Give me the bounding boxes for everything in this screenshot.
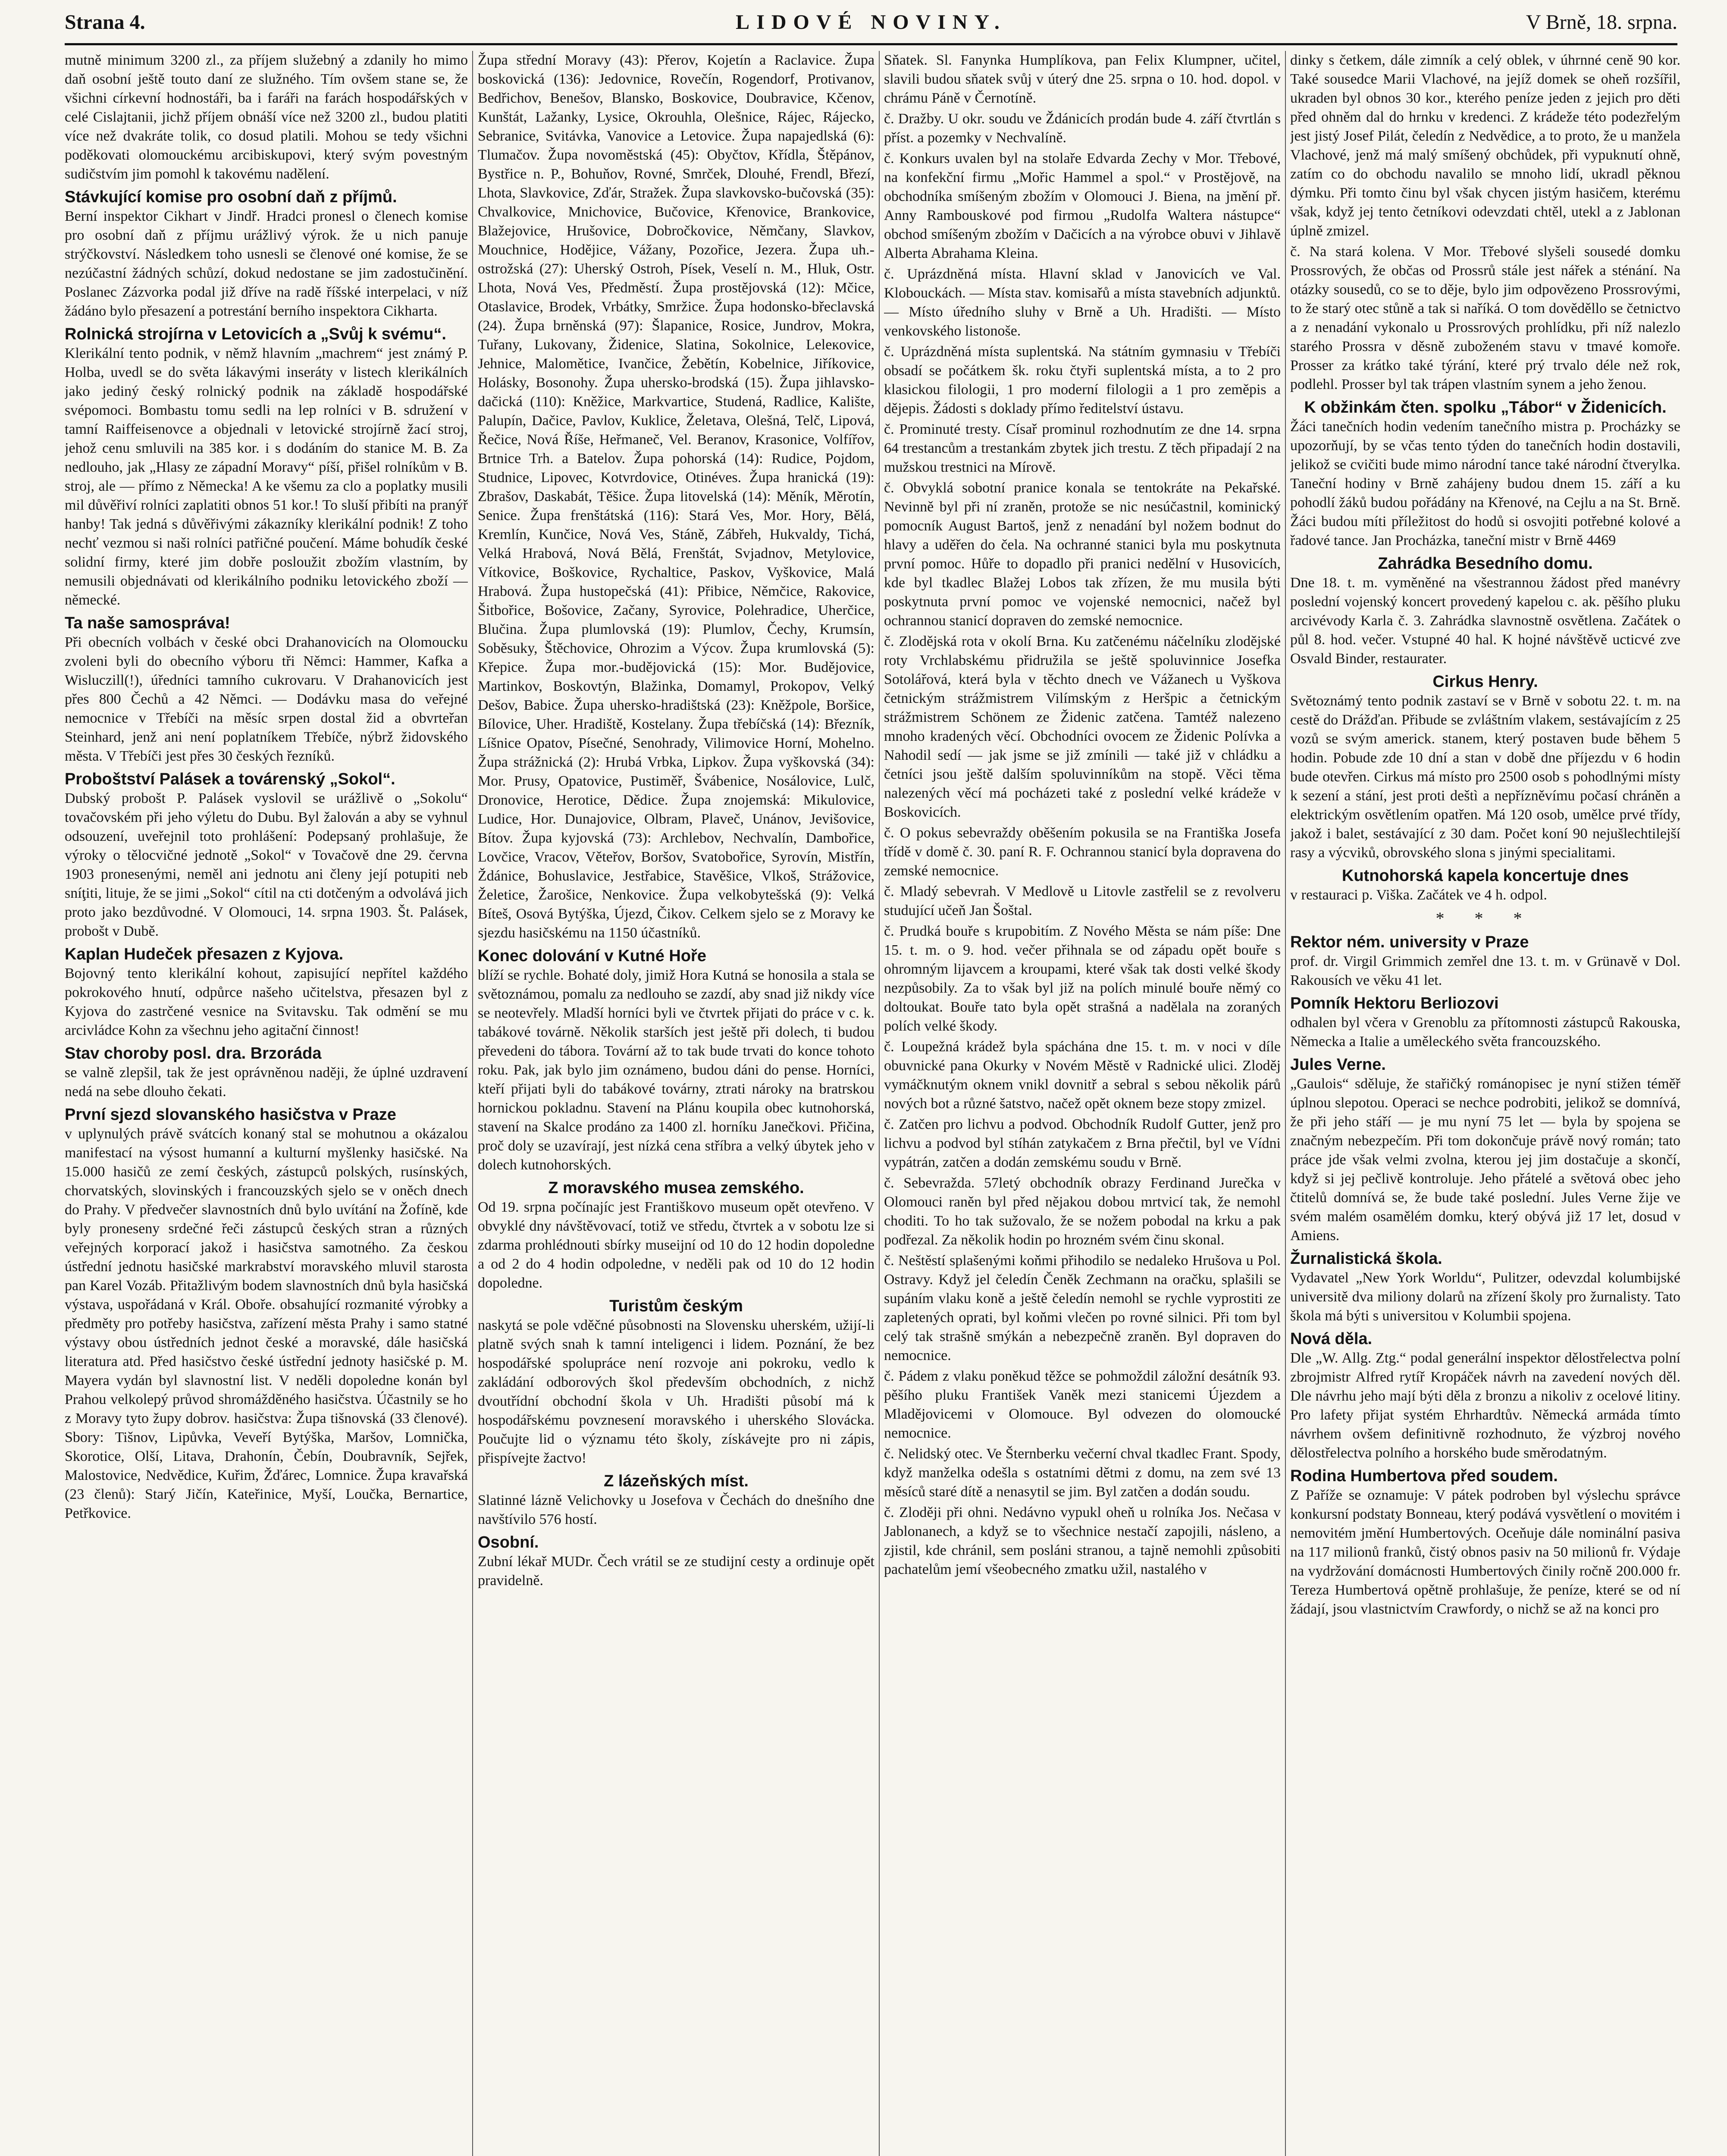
section-headline: Z lázeňských míst.	[604, 1472, 749, 1490]
article-paragraph: č. Loupežná krádež byla spáchána dne 15. t. m. v noci v díle obuvnické pana Okurky v Novém Městě v Radnické ulici. Zloděj vymáčknutým oknem vnikl dovnitř a sebral s sebou několik párů nových bot a různé šatstvo, načež opět oknem beze stopy zmizel.	[884, 1039, 1281, 1112]
article-paragraph: č. O pokus sebevraždy oběšením pokusila se na Františka Josefa třídě v domě č. 30. paní R. F. Ochrannou stanicí byla dopravena do zemské nemocnice.	[884, 825, 1281, 879]
article-headline: Konec dolování v Kutné Hoře	[478, 947, 706, 965]
article-paragraph: č. Uprázdněná místa. Hlavní sklad v Janovicích ve Val. Klobouckách. — Místa stav. komisařů a místa stavebních adjunktů. — Místo úředního sluhy v Brně a Uh. Hradišti. — Místo venkovského listonoše.	[884, 266, 1281, 339]
article-paragraph: č. Neštěstí splašenými koňmi přihodilo se nedaleko Hrušova u Pol. Ostravy. Když jel čeledín Čeněk Zechmann na oračku, splašili se supáním vlaku koně a ještě čeledín nemohl se rychle vyprostiti ze zapletených oprati, byl koňmi vlečen po rovné silnici. Při tom byl celý tak strašně smýkán a nebezpečně zraněn. Byl dopraven do nemocnice.	[884, 1253, 1281, 1363]
article-paragraph: č. Nelidský otec. Ve Šternberku večerní chval tkadlec Frant. Spody, když manželka odešla s ostatními dětmi z domu, na zem své 13 měsíců staré dítě a nenasytil se jim. Byl zatčen a dodán soudu.	[884, 1446, 1281, 1500]
article-headline: První sjezd slovanského hasičstva v Praze	[65, 1106, 396, 1124]
article-headline: Nová děla.	[1290, 1330, 1373, 1348]
column-3	[884, 51, 1281, 2156]
article-paragraph: Klerikální tento podnik, v němž hlavním „machrem“ jest známý P. Holba, uvedl se do světa lákavými inseráty v listech klerikálních jako jediný český rolnický podnik na základě hospodářské svépomoci. Bombastu tomu sedli na lep rolníci v B. sdružení v tamní Raiffeisenovce a objednali v letovické strojírně žací stroj, jehož cenu smluvili na 385 kor. i s dodáním do stanice M. B. Za nedlouho, jak „Hlasy ze západní Moravy“ píší, přišel rolníkům v B. stroj, ale — přímo z Německa! A ke všemu za clo a poplatky musili mil důvěřiví rolníci zaplatiti obnos 51 kor.! To sluší přibíti na pranýř hanby! Tak jedná s důvěřivými zákazníky klerikální podnik! Z toho nechť vezmou si naši rolníci patřičné poučení. Máme bohudík české solidní firmy, které jim dobře posloužit zbožím vlastním, by nemusili objednávati od klerikálního podniku letovického zboží — německé.	[65, 345, 468, 608]
article-paragraph: „Gaulois“ sděluje, že stařičký románopisec je nyní stižen téměř úplnou slepotou. Operaci se nechce podrobiti, jelikož se domnívá, že při jeho stáří — je mu nyní 75 let — byla by spojena se značným nebezpečím. Při tom dokončuje právě nový román; tato práce jde však velmi zvolna, kterou jej jim dostačuje a skončí, když si jej pečlivě kontroluje. Jeho přátelé a světová obec jeho čtitelů domnívá se, že bude také poslední. Jules Verne žije ve svém malém osamělém domku, který obývá již 17 let, dosud v Amiens.	[1290, 1076, 1680, 1244]
article-paragraph: v restauraci p. Viška. Začátek ve 4 h. odpol.	[1290, 887, 1547, 903]
article-headline: Rodina Humbertova před soudem.	[1290, 1467, 1558, 1485]
article-paragraph: Žáci tanečních hodin vedením tanečního mistra p. Procházky se upozorňují, by se včas tento týden do tanečních hodin dostavili, jelikož se cvičiti bude mimo národní tance také národní čtverylka. Taneční hodiny v Brně zahájeny budou dnem 15. září a ku pohodlí žáků budou pořádány na Křenové, na Cejlu a na St. Brně. Žáci budou míti příležitost do hodů si osvojiti potřebné kolové a řadové tance. Jan Procházka, taneční mistr v Brně 4469	[1290, 419, 1680, 548]
column-rule	[1285, 51, 1286, 2156]
article-paragraph: č. Zatčen pro lichvu a podvod. Obchodník Rudolf Gutter, jenž pro lichvu a podvod byl stíhán zatykačem z Brna přečtil, byl ve Vídni vypátrán, zatčen a dodán zemskému soudu v Brně.	[884, 1116, 1281, 1170]
article-paragraph: č. Konkurs uvalen byl na stolaře Edvarda Zechy v Mor. Třebové, na konfekční firmu „Mořic Hammel a spol.“ v Prostějově, na obchodníka smíšeným zbožím v Olomouci J. Biena, na jmění př. Anny Rambouskové pod firmou „Rudolfa Waltera nástupce“ obchod smíšeným zbožím v Dačicích a na výrobce obuvi v Jihlavě Alberta Abrahama Kleina.	[884, 150, 1281, 261]
article-paragraph: Slatinné lázně Velichovky u Josefova v Čechách do dnešního dne navštívilo 576 hostí.	[478, 1492, 874, 1527]
section-headline: Z moravského musea zemského.	[548, 1179, 804, 1197]
section-headline: Turistům českým	[609, 1297, 743, 1315]
article-paragraph: mutně minimum 3200 zl., za příjem služebný a zdanily ho mimo daň osobní ještě touto daní ze služného. Tím ovšem stane se, že všichni církevní hodnostáři, ba i faráři na farách hospodářských v celé Cislajtanii, jichž příjem obnáší více než 3200 zl., budou platiti více než dvakráte tolik, co dosud platili. Mohou se tedy všichni poděkovati olomouckému arcibiskupovi, který svým povestným sudičstvím jim pomohl k takovému nadělení.	[65, 52, 468, 182]
article-paragraph: Od 19. srpna počínajíc jest Františkovo museum opět otevřeno. V obvyklé dny návštěvovací, totiž ve středu, čtvrtek a v sobotu lze si zdarma prohlédnouti sbírky museijní od 10 do 12 hodin dopoledne a od 2 do 4 hodin odpoledne, v neděli pak od 10 do 12 hodin dopoledne.	[478, 1199, 874, 1291]
article-paragraph: Vydavatel „New York Worldu“, Pulitzer, odevzdal kolumbijské universitě dva miliony dolarů na zřízení školy pro žurnalisty. Tato škola má býti s universitou v Kolumbii spojena.	[1290, 1270, 1680, 1324]
article-paragraph: č. Zloději při ohni. Nedávno vypukl oheň u rolníka Jos. Nečasa v Jablonanech, a když se to všechnice nestačí zapojili, násleno, a zjistil, kde chránil, sem posláni stranou, a tajně nemohli způsobiti pachatelům jemí všeobecného zmatku užil, nastalého v	[884, 1504, 1281, 1577]
article-headline: Proboštství Palásek a továrenský „Sokol“.	[65, 770, 395, 788]
column-rule	[879, 51, 880, 2156]
article-headline: Rolnická strojírna v Letovicích a „Svůj k svému“.	[65, 325, 446, 343]
article-headline: Rektor ném. university v Praze	[1290, 933, 1529, 951]
article-paragraph: č. Mladý sebevrah. V Medlově u Litovle zastřelil se z revolveru studující učeň Jan Šoštal.	[884, 884, 1281, 918]
article-paragraph: Berní inspektor Cikhart v Jindř. Hradci pronesl o členech komise pro osobní daň z příjmu urážlivý výrok. že u nich panuje strýčkovství. Následkem toho usnesli se členové oné komise, že se nezúčastní žádných schůzí, dokud nedostane se jim zadostučinění. Poslanec Zázvorka podal již dříve na radě říšské interpelaci, v níž žádáno bylo přesazení a potrestání berního inspektora Cikharta.	[65, 208, 468, 319]
page-header	[65, 3, 1677, 45]
article-headline: Stávkující komise pro osobní daň z příjmů.	[65, 188, 397, 206]
page-number: Strana 4.	[65, 11, 145, 34]
article-paragraph: Světoznámý tento podnik zastaví se v Brně v sobotu 22. t. m. na cestě do Drážďan. Přibude se zvláštním vlakem, sestávajícím z 25 vozů se svým americk. stanem, který postaven bude během 5 hodin. Pobude zde 10 dní a stan v době dne příjezdu v 6 hodin bude otevřen. Cirkus má místo pro 2500 osob s pohodlnými místy k sezení a stání, jest proti deštì a nepřízněvímu počasí chráněn a elektrickým osvětlením opatřen. Má 120 osob, umělce prvé třídy, jakož i balet, sestávající z 30 dam. Počet koní 90 nejušlechtilejší rasy a výcviků, obrovského slona s jinými specialitami.	[1290, 693, 1680, 861]
article-paragraph: prof. dr. Virgil Grimmich zemřel dne 13. t. m. v Grünavě v Dol. Rakousích ve věku 41 let.	[1290, 953, 1680, 988]
article-paragraph: č. Zlodějská rota v okolí Brna. Ku zatčenému náčelníku zlodějské roty Vrchlabskému přidružila se ještě spoluvinnice Josefka Sotolářová, která byla v těchto dnech ve Vážanech u Vyškova četnickým strážmistrem Vilímským z Heršpic a četnickým strážmistrem Schönem ze Židenic zatčena. Tamtéž nalezeno mnoho kradených věcí. Obchodníci ovocem ze Židenic Polívka a Nahodil sedí — jak jsme se již zmínili — také již v chládku a četníci jsou ještě dalším spoluvinníkům na stopě. Věci těma nalezených věcí má pocházeti také z poslední velké krádeže v Boskovicích.	[884, 633, 1281, 820]
article-paragraph: Zubní lékař MUDr. Čech vrátil se ze studijní cesty a ordinuje opět pravidelně.	[478, 1554, 874, 1589]
section-headline: Cirkus Henry.	[1432, 673, 1538, 691]
article-paragraph: naskytá se pole vděčné působnosti na Slovensku uherském, užijí-li platně svých snah k tamní inteligenci i lidem. Poznání, že bez hospodářské spolupráce není rozvoje ani pokroku, vedlo k zakládání odborových škol především obchodních, z nichž dvoutřídní obchodní škola v Uh. Hradišti působí má k hospodářskému povznesení moravského i uherského Slovácka. Poučujte lid o významu této školy, získávejte pro ni zápis, přispívejte žactvo!	[478, 1317, 874, 1466]
article-headline: Osobní.	[478, 1533, 539, 1551]
article-paragraph: Dubský probošt P. Palásek vyslovil se urážlivě o „Sokolu“ tovačovském při jeho výletu do Dubu. Byl žalován a aby se vyhnul odsouzení, uveřejnil toto prohlášení: Podepsaný prohlašuje, že výroky o tělocvičné jednotě „Sokol“ v Tovačově dne 29. června 1903 pronesenými, neměl ani jednotu ani členy její potupiti neb sníţiti, lituje, že se jimi „Sokol“ cítil na cti dotčeným a odvolává jich proto jako bezdůvodné. V Olomouci, 14. srpna 1903. Št. Palásek, probošt v Dubě.	[65, 790, 468, 939]
article-paragraph: č. Prudká bouře s krupobitím. Z Nového Města se nám píše: Dne 15. t. m. o 9. hod. večer přihnala se od západu opět bouře s ohromným lijavcem a kroupami, které však tak dosti velké škody nezpůsobily. Za to však byl již na polích minulé bouře němý co doltoukat. Bouře tato byla opět strašná a nadělala na zoraných polích velké škody.	[884, 923, 1281, 1034]
article-headline: Stav choroby posl. dra. Brzorádа	[65, 1044, 322, 1062]
column-2	[478, 51, 874, 2156]
section-headline: Zahrádka Besedního domu.	[1378, 555, 1593, 573]
article-paragraph: Z Paříže se oznamuje: V pátek podroben byl výslechu správce konkursní podstaty Bonneau, který podává vysvětlení o movitém i nemovitém jmění Humbertových. Oceňuje dále nominální pasiva na 117 milionů franků, čistý obnos pasiv na 50 milionů fr. Výdaje na vydržování domácnosti Humbertových činily ročně 200.000 fr. Tereza Humbertová opětně prohlašuje, že peníze, které se od ní žádají, jsou vlastnictvím Crawfordy, o nichž se až na konci pro	[1290, 1487, 1680, 1617]
article-paragraph: č. Obvyklá sobotní pranice konala se tentokráte na Pekařské. Nevinně byl při ní zraněn, protože se nic nesúčastnil, kominický pomocník August Bartoš, jenž z nenadání byl nožem bodnut do hlavy a uděřen do čela. Na ochranné stanici byla mu poskytnuta první pomoc. Hůře to dopadlo při pranici nedělní v Husovicích, kde byl tkadlec Blažej Lobos tak zřízen, že mu musila býti poskytnuta první pomoc ve vojenské nemocnici, načež byl ochrannou stanicí dopraven do zemské nemocnice.	[884, 480, 1281, 629]
article-paragraph: Sňatek. Sl. Fanynka Humplíkova, pan Felix Klumpner, učitel, slavili budou sňatek svůj v úterý dne 25. srpna o 10. hod. dopol. v chrámu Páně v Černotíně.	[884, 52, 1281, 106]
article-paragraph: se valně zlepšil, tak že jest oprávněnou naději, že úplné uzdravení nedá na sebe dlouho čekati.	[65, 1065, 468, 1100]
article-paragraph: blíží se rychle. Bohaté doly, jimiž Hora Kutná se honosila a stala se světoznámou, pomalu za nedlouho se zazdí, aby snad již nikdy více se neotevřely. Mladší horníci byli ve čtvrtek přijati do práce v c. k. tabákové továrně. Několik starších jest ještě při dolech, ti budou převedeni do tábora. Tovární až to tak bude trvati do konce tohoto roku. Pak, jak bylo jim oznámeno, budou dáni do pense. Horníci, kteří přijati byli do tabákové továrny, ztrati nároky na bratrskou hornickou pokladnu. Stavení na Plánu koupila obec kutnohorská, stavení na Skalce prodáno za 1400 zl. horníku Janečkovi. Přičina, proč doly se uzavírají, jest nízká cena stříbra a velký úbytek jeho v dolech kutnohorských.	[478, 967, 874, 1173]
article-headline: Pomník Hektoru Berliozovi	[1290, 994, 1499, 1012]
article-paragraph: Dne 18. t. m. vyměněné na všestrannou žádost před manévry poslední vojenský koncert provedený kapelou c. ak. pěšího pluku arcivévody Karla č. 3. Zahrádka slavnostně osvětlena. Začátek o půl 8. hod. večer. Vstupné 40 hal. K hojné návštěvě ucticvé zve Osvald Binder, restaurater.	[1290, 575, 1680, 667]
article-paragraph: dinky s četkem, dále zimník a celý oblek, v úhrnné ceně 90 kor. Také sousedce Marii Vlachové, na jejíž domek se oheň rozšířil, ukraden byl obnos 30 kor., kterého peníze jeden z jejich pro děti před ohněm dal do hrnku v kredenci. Z krádeže této podezřelým jest jistý Josef Pilát, čeledín z Nedvědice, a to proto, že u manžela Vlachové, jenž má malý smíšený obchůdek, při vypuknutí ohně, zatím co do obchodu navalilo se mnoho lidí, ukradl pěknou dýmku. Při tomto činu byl však chycen jistým hasičem, kterému však, když jej tento četníkovi odevzdati chtěl, utekl a z Jablonan úplně zmizel.	[1290, 52, 1680, 239]
article-paragraph: Bojovný tento klerikální kohout, zapisující nepřítel každého pokrokového hnutí, odpůrce našeho učitelstva, přesazen byl z Kyjova do zastrčené vesnice na Svitavsku. Tak odmění se mu arcivládce Kohn za všechnu jeho agitační činnost!	[65, 965, 468, 1038]
section-headline: K obžinkám čten. spolku „Tábor“ v Židenicích.	[1304, 398, 1667, 417]
article-headline: Kaplan Hudeček přesazen z Kyjova.	[65, 945, 344, 963]
article-paragraph: č. Sebevražda. 57letý obchodník obrazy Ferdinand Jurečka v Olomouci raněn byl před nějakou dobou mrtvicí tak, že nemohl choditi. To ho tak sužovalo, že se nožem pobodal na krku a pak podřezal. Za několik hodin po hrozném svém činu skonal.	[884, 1175, 1281, 1248]
article-headline: Ta naše samospráva!	[65, 614, 230, 632]
article-paragraph: č. Pádem z vlaku poněkud těžce se pohmoždil záložní desátník 93. pěšího pluku František Vaněk mezi stanicemi Újezdem a Mladějovicemi v Olomouce. Byl odvezen do olomoucké nemocnice.	[884, 1368, 1281, 1441]
dateline: V Brně, 18. srpna.	[1526, 11, 1677, 34]
section-divider: * * *	[1436, 909, 1535, 928]
article-paragraph: č. Prominuté tresty. Císař prominul rozhodnutím ze dne 14. srpna 64 trestancům a trestankám zbytek jich trestu. Z těch připadají 2 na mužskou trestnici na Mírově.	[884, 421, 1281, 475]
article-paragraph: v uplynulých právě svátcích konaný stal se mohutnou a okázalou manifestací na výsost humanní a kulturní myšlenky hasičské. Na 15.000 hasičů ze zemí českých, zástupců polských, rusínských, chorvatských, slovinských i francouzských sjelo se v oněch dnech do Prahy. V předvečer slavnostních dnů bylo uvítání na Žofíně, kde byly proneseny srdečné řeči zástupců českých stran a různých veřejných korporací jakož i hasičstva samotného. Za českou ústřední jednotu hasičské markrabství moravského mluvil starosta pan Karel Vozáb. Přitažlivým bodem slavnostních dnů byla hasičská výstava, uspořádaná v Král. Oboře. obsahující rozmanité výrobky a předměty pro potřeby hasičstva, zařízení města Prahy i samo statné výstavy obou ústředních jednot české a moravské, dále hasičská literatura atd. Před hasičstvo české ústřední jednoty hasičské p. M. Mayera vydán byl slavnostní list. V neděli dopoledne konán byl Prahou velkolepý průvod shromážděného hasičstva. Účastnily se ho z Moravy tyto župy dobrov. hasičstva: Župa tišnovská (33 členové). Sbory: Tišnov, Lipůvka, Veveří Bytýška, Maršov, Lomnička, Skorotice, Olší, Litava, Drahonín, Čebín, Doubravník, Sejřek, Malostovice, Nedvědice, Kuřim, Žďárec, Lomnice. Župa kravařská (23 členů): Starý Jičín, Kateřinice, Myší, Loučka, Bernartice, Petřkovice.	[65, 1126, 468, 1521]
section-headline: Kutnohorská kapela koncertuje dnes	[1341, 867, 1629, 885]
article-paragraph: č. Na stará kolena. V Mor. Třebové slyšeli sousedé domku Prossrových, že občas od Prossrů stále jest nářek a sténání. Na otázky sousedů, co se to děje, bylo jim odpovězeno Prossrovými, to že starý otec stůně a tak si naříká. O tom dověděllo se četnictvo a z nenadání vykonalo u Prossrových prohlídku, při níž nalezlo starého Prossra v děsně zuboženém stavu v tmavé komoře. Prosser za krátko také týrání, které prý trvalo déle než rok, podlehl. Prosser byl tak trápen vlastním synem a jeho ženou.	[1290, 244, 1680, 392]
newspaper-title: LIDOVÉ NOVINY.	[736, 11, 1006, 34]
article-paragraph: Při obecních volbách v české obci Drahanovicích na Olomoucku zvoleni byli do obecního výboru tři Němci: Hammer, Kafka a Wisluczill(!), úředníci tamního cukrovaru. V Drahanovicích jest přes 800 Čechů a 42 Němci. — Dodávku masa do veřejné nemocnice v Třebíči na měsíc srpen dostal žid a obvrteřan Steinhard, jenž ani není poplatníkem Třebíče, nýbrž židovského města. V Třebíči jest přes 30 českých řezníků.	[65, 634, 468, 764]
article-headline: Žurnalistická škola.	[1290, 1250, 1442, 1268]
column-rule	[472, 51, 473, 2156]
article-paragraph: Župa střední Moravy (43): Přerov, Kojetín a Raclavice. Župa boskovická (136): Jedovnice, Rovečín, Rogendorf, Protivanov, Bedřichov, Benešov, Blansko, Boskovice, Doubravice, Kčenov, Kunštát, Lažanky, Lysice, Okrouhla, Olešnice, Rájec, Rájecko, Sebranice, Svitávka, Vanovice a Letovice. Župa napajedlská (6): Tlumačov. Župa novoměstská (45): Obyčtov, Křídla, Štěpánov, Bystřice n. P., Bohuňov, Rovné, Smrček, Dlouhé, Frendl, Březí, Lhota, Slavkovice, Zďár, Stražek. Župa slavkovsko-bučovská (35): Chvalkovice, Mnichovice, Bučovice, Křenovice, Brankovice, Blažejovice, Hrušovice, Dobročkovice, Němčany, Slavkov, Mouchnice, Hodějice, Vážany, Pozořice, Jezera. Župa uh.-ostrožská (27): Uherský Ostroh, Písek, Veselí n. M., Hluk, Ostr. Lhota, Nová Ves, Předměstí. Župa prostějovská (12): Mčice, Otaslavice, Brodek, Vrbátky, Smržice. Župa hodonsko-břeclavská (24). Župa brněnská (97): Šlapanice, Rosice, Jundrov, Mokra, Tuřany, Lukovany, Židenice, Slatina, Sokolnice, Leleкovice, Jehnice, Malomětice, Ivančice, Žebětín, Kobelnice, Jiříkovice, Holásky, Bosonohy. Župa uhersko-brodská (15). Župa jihlavsko-dačická (110): Kněžice, Markvartice, Studená, Radlice, Kalište, Palupín, Dačice, Pavlov, Kuklice, Želetava, Olešná, Telč, Lipová, Řečice, Nová Říše, Heřmaneč, Vel. Beranov, Krasonice, Volfířov, Brtnice Trh. a Batelov. Župa pohorská (14): Rudice, Pojdom, Studnice, Lipovec, Kotvrdovice, Otinéves. Župa hranická (19): Zbrašov, Daskabát, Těšice. Župa litovelská (14): Měník, Měrotín, Senice. Župa frenštátská (116): Stará Ves, Mor. Hory, Bělá, Kremlín, Kunčice, Nová Ves, Stáně, Zábřeh, Hukvaldy, Tichá, Velká Hrabová, Nová Bělá, Frenštát, Svjadnov, Metylovice, Vítkovice, Boškovice, Rychaltice, Paskov, Vyškovice, Malá Hrabová. Župa hustopečská (41): Přibice, Němčice, Rakovice, Šitbořice, Bošovice, Začany, Syrovice, Polehradice, Uherčice, Blučina. Župa plumlovská (19): Plumlov, Čechy, Krumsín, Soběsuky, Štěchovice, Ohrozim a Výcov. Župa krumlovská (5): Křepice. Župa mor.-budějovická (15): Mor. Budějovice, Martinkov, Boskovtýn, Blažinka, Domamyl, Prokopov, Velký Dešov, Babice. Župa uhersko-hradištská (23): Kněžpole, Boršice, Bílovice, Uher. Hradiště, Kostelany. Župa třebíčská (14): Březník, Líšnice Opatov, Písečné, Senohrady, Vilimovice Horní, Mohelno. Župa strážnická (2): Hrubá Vrbka, Lipkov. Župa vyškovská (34): Mor. Prusy, Opatovice, Pustiměř, Švábenice, Nosálovice, Lulč, Dronovice, Herotice, Dědice. Župa znojemská: Mikulovice, Ludice, Hor. Dunajovice, Olbram, Plaveč, Unánov, Jevišovice, Bítov. Župa kyjovská (73): Archlebov, Nechvalín, Dambořice, Lovčice, Vracov, Věteřov, Boršov, Svatobořice, Syrovín, Mistřín, Ždánice, Bohuslavice, Jestřabice, Stavěšice, Vlkoš, Strážovice, Želetice, Žarošice, Nenkovice. Župa velkobytešská (9): Velká Bíteš, Osová Bytýška, Újezd, Čikov. Celkem sjelo se z Moravy ke sjezdu hasičskému na 1150 účastníků.	[478, 52, 874, 941]
article-paragraph: č. Dražby. U okr. soudu ve Ždánicích prodán bude 4. září čtvrtlán s příst. a pozemky v Nechvalíně.	[884, 111, 1281, 146]
article-paragraph: č. Uprázdněná místa suplentská. Na státním gymnasiu v Třebíči obsadí se počátkem šk. roku čtyři suplentská místa, a to 2 pro klasickou filologii, 1 pro moderní filologii a 1 pro zeměpis a dějepis. Žádosti s doklady přímo ředitelství ústavu.	[884, 344, 1281, 417]
article-paragraph: odhalen byl včera v Grenoblu za přítomnosti zástupců Rakouska, Německa a Italie a uměleckého světa francouzského.	[1290, 1015, 1680, 1050]
column-1	[65, 51, 468, 2156]
article-paragraph: Dle „W. Allg. Ztg.“ podal generální inspektor dělostřelectva polní zbrojmistr Alfred rytíř Kropáček návrh na zavedení nových děl. Dle návrhu jeho mají býti děla z bronzu a nikoliv z ocelové litiny. Pro lafety přijat systém Ehrhardtův. Německá armáda tímto návrhem ovšem definitivně rozhodnuto, že výzbroj nového dělostřelectva polního a horského bude směrodatným.	[1290, 1350, 1680, 1461]
column-4	[1290, 51, 1680, 2156]
article-headline: Jules Verne.	[1290, 1056, 1386, 1074]
